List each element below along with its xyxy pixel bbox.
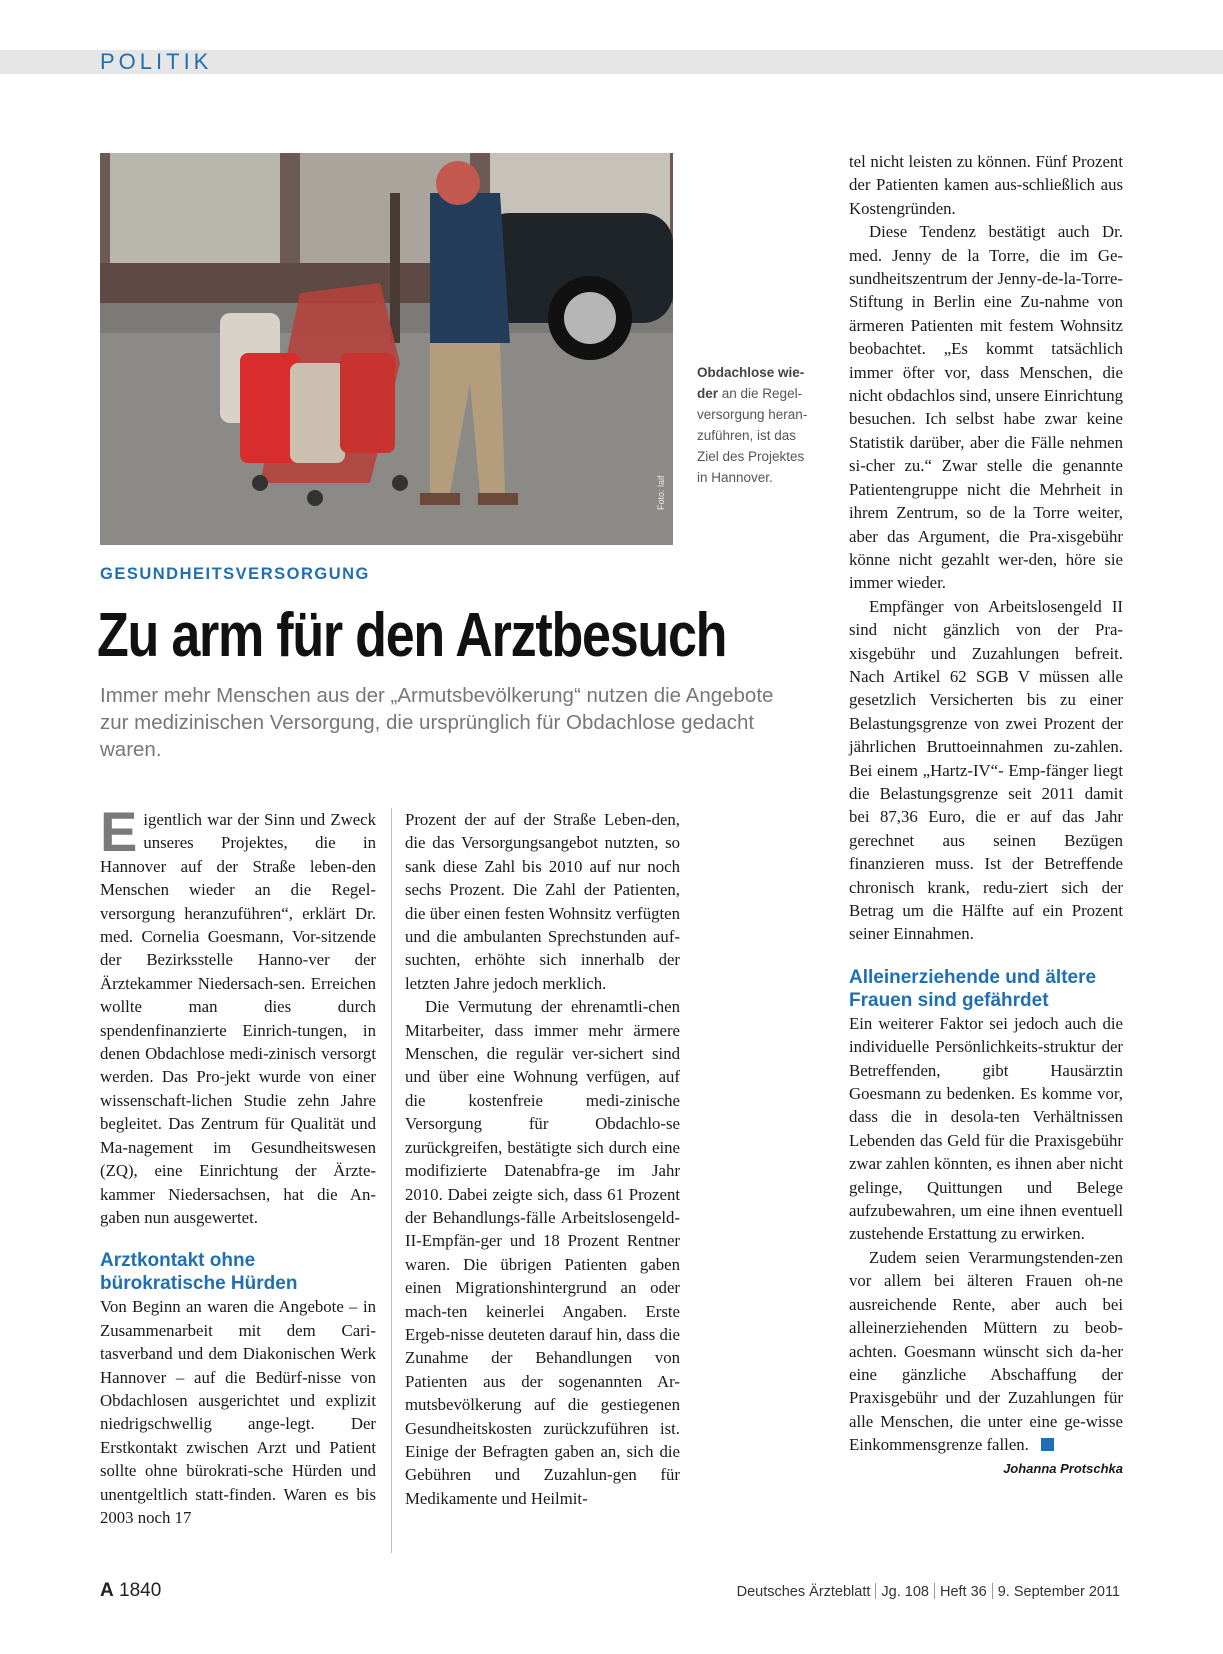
paragraph	[100, 800, 376, 1229]
journal-volume: Jg. 108	[881, 1584, 929, 1600]
article-column-3	[849, 150, 1123, 1479]
journal-date: 9. September 2011	[997, 1584, 1120, 1600]
end-mark-icon	[1041, 1438, 1054, 1451]
paragraph	[849, 1246, 1123, 1457]
photo-credit: Foto: laif	[656, 475, 666, 510]
page-number	[100, 1580, 161, 1602]
journal-name: Deutsches Ärzteblatt	[736, 1584, 871, 1600]
separator	[875, 1583, 876, 1599]
paragraph: Empfänger von Arbeitslosengeld II sind nicht gänzlich von der Pra-xisgebühr und Zuzahlungen befreit. Nach Artikel 62 SGB V müssen alle gesetzlich Versicherten bis zu einer Belastungsgrenze von zwei Prozent der jährlichen Bruttoeinnahmen zu-zahlen. Bei einem „Hartz-IV“- Emp-fänger liegt die Belastungsgrenze seit 2011 damit bei 87,36 Euro, die er auf das Jahr gerechnet aus seinen Bezügen finanzieren muss. Ist der Betreffende chronisch krank, redu-ziert sich der Betrag um die Hälfte auf ein Prozent seiner Einnahmen.	[849, 596, 1123, 944]
paragraph: Von Beginn an waren die Angebote – in Zusammenarbeit mit dem Cari-tasverband und dem Diakonischen Werk Hannover – auf die Bedürf-nisse von Obdachlosen ausgerichtet und explizit niedrigschwellig ange-legt. Der Erstkontakt zwischen Arzt und Patient sollte ohne bürokrati-sche Hürden und unentgeltlich statt-finden. Waren es bis 2003 noch 17	[100, 1297, 376, 1527]
paragraph: Die Vermutung der ehrenamtli-chen Mitarbeiter, dass immer mehr ärmere Menschen, die regulär ver-sichert sind und über eine Wohnung verfügen, auf die kostenfreie medi-zinische Versorgung für Obdachlo-se zurückgreifen, bestätigte sich durch eine modifizierte Datenabfra-ge im Jahr 2010. Dabei zeigte sich, dass 61 Prozent der Behandlungs-fälle Arbeitslosengeld-II-Empfän-ger und 18 Prozent Rentner waren. Die übrigen Patienten gaben einen Migrationshintergrund an oder mach-ten keinerlei Angaben. Erste Ergeb-nisse deuteten darauf hin, dass die Zunahme der Behandlungen von Patienten aus der sogenannten Ar-mutsbevölkerung auf die gestiegenen Gesundheitskosten zurückzuführen ist. Einige der Befragten gaben an, sich die Gebühren und Zuzahlun-gen für Medikamente und Heilmit-	[405, 997, 680, 1508]
section-label: POLITIK	[100, 49, 213, 74]
paragraph: tel nicht leisten zu können. Fünf Prozent der Patienten kamen aus-schließlich aus Kostengründen.	[849, 152, 1123, 218]
journal-info	[737, 1583, 1120, 1600]
author: Johanna Protschka	[1003, 1460, 1123, 1476]
column-divider	[391, 808, 392, 1553]
separator	[992, 1583, 993, 1599]
photo-illustration	[100, 153, 673, 545]
separator	[934, 1583, 935, 1599]
article-kicker: GESUNDHEITSVERSORGUNG	[100, 565, 370, 583]
article-column-1	[100, 800, 376, 1529]
photo-caption	[697, 362, 815, 488]
paragraph: Diese Tendenz bestätigt auch Dr. med. Jenny de la Torre, die im Ge-sundheitszentrum der Jenny-de-la-Torre-Stiftung in Berlin eine Zu-nahme von ärmeren Patienten mit festem Wohnsitz beobachtet. „Es kommt tatsächlich immer öfter vor, dass Menschen, die nicht obdachlos sind, unsere Einrichtung besuchen. Ich selbst habe zwar keine Statistik darüber, aber die Fälle nehmen si-cher zu.“ Zwar stelle die genannte Patientengruppe nicht die Mehrheit in ihrem Zentrum, so de la Torre weiter, aber das Argument, die Pra-xisgebühr könne nicht gezahlt wer-den, höre sie immer wieder.	[849, 222, 1123, 593]
drop-cap: E	[100, 800, 138, 863]
paragraph-text: Zudem seien Verarmungstenden-zen vor allem bei älteren Frauen oh-ne ausreichende Rente, aber auch bei alleinerziehenden Müttern zu beob-achten. Goesmann wünscht sich da-her eine gänzliche Abschaffung der Praxisgebühr und der Zuzahlungen für alle Menschen, die unter eine ge-wisse Einkommensgrenze fallen.	[849, 1247, 1123, 1455]
paragraph: Prozent der auf der Straße Leben-den, die das Versorgungsangebot nutzten, so sank diese Zahl bis 2010 auf nur noch sechs Prozent. Die Zahl der Patienten, die über einen festen Wohnsitz verfügten und die ambulanten Sprechstunden auf-suchten, erhöhte sich innerhalb der letzten Jahre jedoch merklich.	[405, 810, 680, 993]
caption-text: an die Regel-versorgung heran-zuführen, ist das Ziel des Projektes in Hannover.	[697, 386, 808, 485]
subheading: Alleinerziehende und ältere Frauen sind gefährdet	[849, 966, 1097, 1011]
article-column-2	[405, 808, 680, 1510]
page-prefix: A	[100, 1580, 114, 1601]
paragraph-text: igentlich war der Sinn und Zweck unseres Projektes, die in Hannover auf der Straße leben-den Menschen wieder an die Regel-versorgung heranzuführen“, erklärt Dr. med. Cornelia Goesmann, Vor-sitzende der Bezirksstelle Hanno-ver der Ärztekammer Niedersach-sen. Erreichen wollte man dies durch spendenfinanzierte Einrich-tungen, in denen Obdachlose medi-zinisch versorgt werden. Das Pro-jekt wurde von einer wissenschaft-lichen Studie zehn Jahre begleitet. Das Zentrum für Qualität und Ma-nagement im Gesundheitswesen (ZQ), eine Einrichtung der Ärzte-kammer Niedersachsen, hat die An-gaben nun ausgewertet.	[100, 810, 376, 1227]
article-photo	[100, 153, 673, 545]
paragraph: Ein weiterer Faktor sei jedoch auch die individuelle Persönlichkeits-struktur der Betreffenden, gibt Hausärztin Goesmann zu bedenken. Es komme vor, dass die in desola-ten Verhältnissen Lebenden das Geld für die Praxisgebühr zwar zahlen könnten, es ihnen aber nicht gelinge, Quittungen und Belege aufzubewahren, um eine ihnen eventuell zustehende Erstattung zu erwirken.	[849, 1013, 1123, 1244]
page-number-value: 1840	[119, 1580, 162, 1601]
article-lead: Immer mehr Menschen aus der „Armutsbevölkerung“ nutzen die Angebote zur medizinischen Versorgung, die ursprünglich für Obdachlose gedacht waren.	[100, 684, 774, 761]
article-title: Zu arm für den Arztbesuch	[97, 601, 727, 670]
journal-issue: Heft 36	[939, 1584, 987, 1600]
caption-bold: Obdachlose wie-der	[697, 365, 805, 401]
subheading: Arztkontakt ohne bürokratische Hürden	[100, 1250, 298, 1295]
